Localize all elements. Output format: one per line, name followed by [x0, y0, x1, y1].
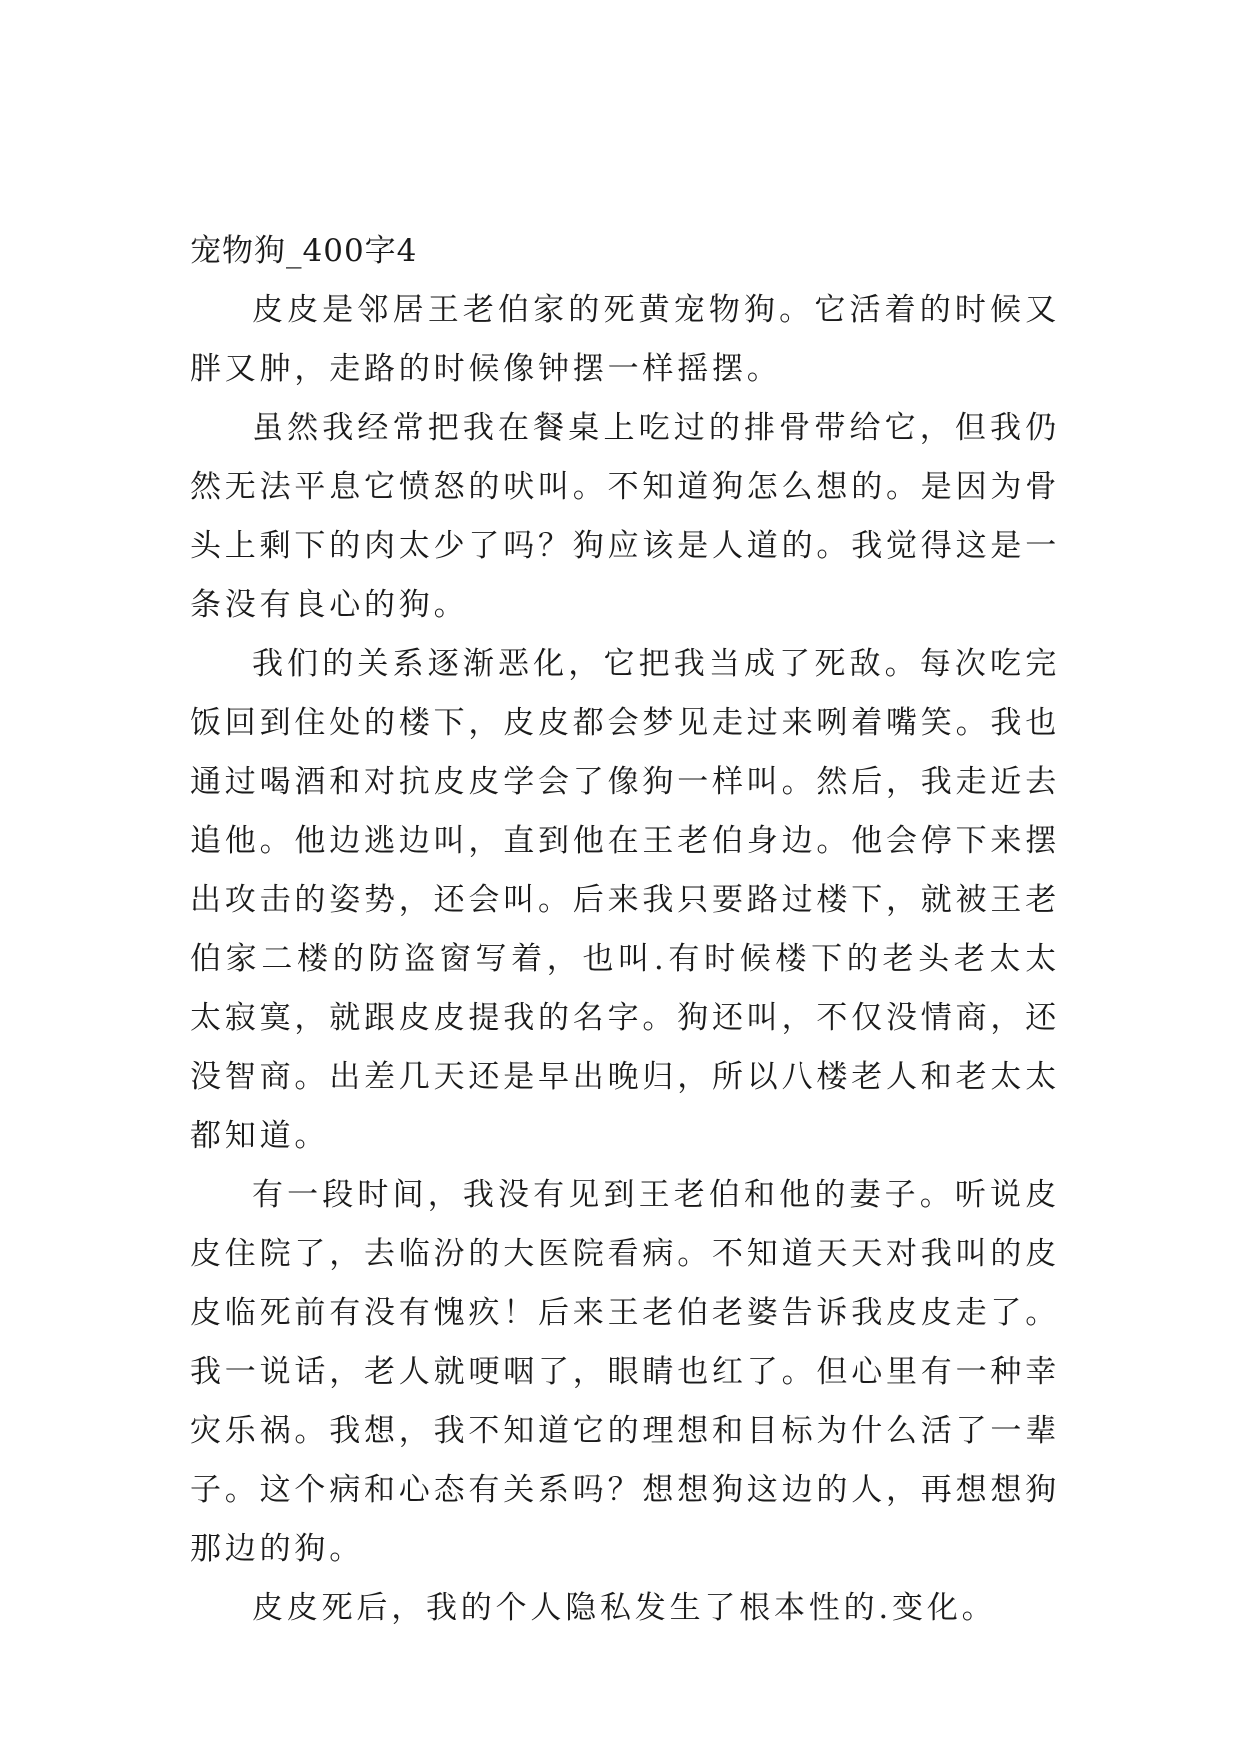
document-body — [190, 222, 1060, 1638]
paragraph-2: 虽然我经常把我在餐桌上吃过的排骨带给它，但我仍然无法平息它愤怒的吠叫。不知道狗怎么想的。是因为骨头上剩下的肉太少了吗？狗应该是人道的。我觉得这是一条没有良心的狗。 — [190, 410, 1060, 623]
paragraph-5: 皮皮死后，我的个人隐私发生了根本性的.变化。 — [252, 1590, 997, 1626]
paragraph-3: 我们的关系逐渐恶化，它把我当成了死敌。每次吃完饭回到住处的楼下，皮皮都会梦见走过来咧着嘴笑。我也通过喝酒和对抗皮皮学会了像狗一样叫。然后，我走近去追他。他边逃边叫，直到他在王老伯身边。他会停下来摆出攻击的姿势，还会叫。后来我只要路过楼下，就被王老伯家二楼的防盗窗写着，也叫.有时候楼下的老头老太太太寂寞，就跟皮皮提我的名字。狗还叫，不仅没情商，还没智商。出差几天还是早出晚归，所以八楼老人和老太太都知道。 — [190, 646, 1060, 1154]
document-title: 宠物狗_400字4 — [190, 233, 418, 269]
paragraph-4: 有一段时间，我没有见到王老伯和他的妻子。听说皮皮住院了，去临汾的大医院看病。不知道天天对我叫的皮皮临死前有没有愧疚！后来王老伯老婆告诉我皮皮走了。我一说话，老人就哽咽了，眼睛也红了。但心里有一种幸灾乐祸。我想，我不知道它的理想和目标为什么活了一辈子。这个病和心态有关系吗？想想狗这边的人，再想想狗那边的狗。 — [190, 1177, 1060, 1567]
paragraph-1: 皮皮是邻居王老伯家的死黄宠物狗。它活着的时候又胖又肿，走路的时候像钟摆一样摇摆。 — [190, 292, 1060, 387]
